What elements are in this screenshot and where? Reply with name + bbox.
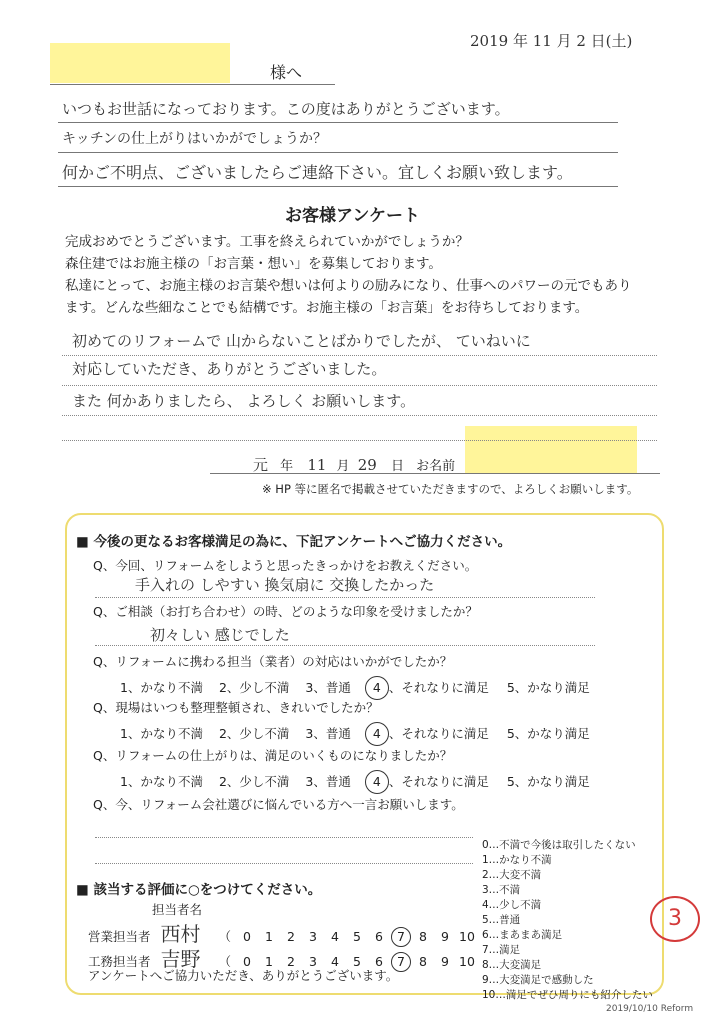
question-3: Q、リフォームに携わる担当（業者）の対応はいかがでしたか？ bbox=[93, 654, 453, 669]
option-4-label: 、それなりに満足 bbox=[388, 774, 489, 789]
score-4[interactable]: 4 bbox=[331, 929, 339, 944]
comment-rule-1 bbox=[62, 355, 657, 356]
comment-line-2: 対応していただき、ありがとうございました。 bbox=[72, 360, 387, 378]
comment-rule-4 bbox=[62, 440, 657, 441]
date-day: 29 bbox=[357, 456, 377, 474]
score-9[interactable]: 9 bbox=[441, 929, 449, 944]
comment-date bbox=[253, 454, 455, 475]
option-4-circle: 4 bbox=[365, 722, 389, 746]
legend-0: 0…不満で今後は取引したくない bbox=[482, 839, 636, 851]
score-0[interactable]: 0 bbox=[243, 954, 251, 969]
score-8[interactable]: 8 bbox=[419, 929, 427, 944]
option-2[interactable]: 2、少し不満 bbox=[218, 774, 290, 789]
sales-paren: （ bbox=[218, 929, 231, 944]
option-5[interactable]: 5、かなり満足 bbox=[506, 680, 590, 695]
option-5[interactable]: 5、かなり満足 bbox=[506, 774, 590, 789]
option-1[interactable]: 1、かなり不満 bbox=[120, 774, 203, 789]
option-3[interactable]: 3、普通 bbox=[305, 726, 351, 741]
legend-2: 2…大変不満 bbox=[482, 869, 542, 881]
score-9[interactable]: 9 bbox=[441, 954, 449, 969]
score-6[interactable]: 6 bbox=[375, 954, 383, 969]
staff-label: 担当者名 bbox=[152, 902, 203, 917]
letter-rule-3 bbox=[58, 186, 618, 187]
letter-date: 2019 年 11 月 2 日(土) bbox=[470, 32, 633, 50]
scale-q4 bbox=[120, 722, 590, 746]
option-4-circle: 4 bbox=[365, 770, 389, 794]
score-10[interactable]: 10 bbox=[459, 954, 475, 969]
date-year-label: 年 bbox=[280, 459, 294, 474]
sales-name: 西村 bbox=[160, 922, 201, 946]
scale-q5 bbox=[120, 770, 590, 794]
score-3[interactable]: 3 bbox=[309, 954, 317, 969]
score-6[interactable]: 6 bbox=[375, 929, 383, 944]
option-1[interactable]: 1、かなり不満 bbox=[120, 680, 203, 695]
legend-7: 7…満足 bbox=[482, 944, 521, 956]
recipient-suffix: 様へ bbox=[270, 63, 303, 82]
legend-1: 1…かなり不満 bbox=[482, 854, 552, 866]
rating-legend bbox=[482, 838, 653, 1003]
option-4[interactable] bbox=[369, 774, 489, 789]
score-10[interactable]: 10 bbox=[459, 929, 475, 944]
score-5[interactable]: 5 bbox=[353, 929, 361, 944]
score-2[interactable]: 2 bbox=[287, 954, 295, 969]
score-3[interactable]: 3 bbox=[309, 929, 317, 944]
intro-line-1: 完成おめでとうございます。工事を終えられていかがでしょうか？ bbox=[65, 234, 469, 250]
letter-line-3: 何かご不明点、ございましたらご連絡下さい。宜しくお願い致します。 bbox=[62, 163, 573, 182]
letter-rule-2 bbox=[58, 152, 618, 153]
letter-rule-1 bbox=[58, 122, 618, 123]
letter-line-1: いつもお世話になっております。この度はありがとうございます。 bbox=[62, 100, 510, 118]
footer-code: 2019/10/10 Reform bbox=[606, 1004, 694, 1014]
sales-label: 営業担当者 bbox=[88, 929, 151, 944]
name-highlight bbox=[465, 426, 637, 474]
thanks-text: アンケートへご協力いただき、ありがとうございます。 bbox=[88, 968, 399, 983]
score-1[interactable]: 1 bbox=[265, 954, 273, 969]
intro-line-3: 私達にとって、お施主様のお言葉や想いは何よりの励みになり、仕事へのパワーの元でもあり bbox=[65, 278, 632, 294]
option-2[interactable]: 2、少し不満 bbox=[218, 726, 290, 741]
intro-line-2: 森住建ではお施主様の「お言葉・想い」を募集しております。 bbox=[65, 256, 442, 272]
question-2: Q、ご相談（お打ち合わせ）の時、どのような印象を受けましたか？ bbox=[93, 604, 478, 619]
rating-stamp-text: 3 bbox=[668, 906, 682, 931]
date-rule bbox=[210, 473, 660, 474]
recipient-highlight bbox=[50, 43, 230, 83]
construction-paren: （ bbox=[218, 954, 231, 969]
legend-5: 5…普通 bbox=[482, 914, 521, 926]
question-4: Q、現場はいつも整理整頓され、きれいでしたか？ bbox=[93, 700, 379, 715]
legend-6: 6…まあまあ満足 bbox=[482, 929, 563, 941]
survey-title: お客様アンケート bbox=[285, 206, 420, 226]
question-6: Q、今、リフォーム会社選びに悩んでいる方へ一言お願いします。 bbox=[93, 797, 464, 812]
date-day-label: 日 bbox=[390, 459, 404, 474]
score-7[interactable]: 7 bbox=[391, 952, 411, 972]
option-5[interactable]: 5、かなり満足 bbox=[506, 726, 590, 741]
score-7[interactable]: 7 bbox=[391, 927, 411, 947]
legend-4: 4…少し不満 bbox=[482, 899, 542, 911]
option-4[interactable] bbox=[369, 726, 489, 741]
recipient-line bbox=[50, 84, 335, 85]
rating-heading: ■ 該当する評価に○をつけてください。 bbox=[76, 882, 322, 898]
rating-stamp bbox=[650, 896, 700, 942]
q6-rule-2 bbox=[95, 863, 473, 864]
option-4[interactable] bbox=[369, 680, 489, 695]
intro-line-4: ます。どんな些細なことでも結構です。お施主様の「お言葉」をお待ちしております。 bbox=[65, 300, 589, 316]
score-1[interactable]: 1 bbox=[265, 929, 273, 944]
scale-q3 bbox=[120, 676, 590, 700]
legend-3: 3…不満 bbox=[482, 884, 521, 896]
score-5[interactable]: 5 bbox=[353, 954, 361, 969]
option-2[interactable]: 2、少し不満 bbox=[218, 680, 290, 695]
date-month: 11 bbox=[307, 456, 327, 474]
date-month-label: 月 bbox=[336, 459, 350, 474]
option-4-label: 、それなりに満足 bbox=[388, 726, 489, 741]
score-2[interactable]: 2 bbox=[287, 929, 295, 944]
option-4-circle: 4 bbox=[365, 676, 389, 700]
legend-9: 9…大変満足で感動した bbox=[482, 974, 594, 986]
question-5: Q、リフォームの仕上がりは、満足のいくものになりましたか？ bbox=[93, 748, 453, 763]
option-1[interactable]: 1、かなり不満 bbox=[120, 726, 203, 741]
comment-line-1: 初めてのリフォームで 山からないことばかりでしたが、 ていねいに bbox=[72, 332, 531, 350]
answer-2: 初々しい 感じでした bbox=[150, 626, 290, 644]
questionnaire-heading: ■ 今後の更なるお客様満足の為に、下記アンケートへご協力ください。 bbox=[76, 534, 512, 550]
answer-1-rule bbox=[95, 597, 595, 598]
q6-rule-1 bbox=[95, 837, 473, 838]
date-era: 元 bbox=[253, 456, 269, 474]
legend-8: 8…大変満足 bbox=[482, 959, 542, 971]
answer-1: 手入れの しやすい 換気扇に 交換したかった bbox=[135, 576, 435, 594]
name-label: お名前 bbox=[416, 459, 456, 474]
construction-label: 工務担当者 bbox=[88, 954, 151, 969]
question-1: Q、今回、リフォームをしようと思ったきっかけをお教えください。 bbox=[93, 558, 478, 573]
construction-name: 吉野 bbox=[160, 947, 201, 971]
score-0[interactable]: 0 bbox=[243, 929, 251, 944]
sales-score-row bbox=[235, 929, 477, 944]
anonymous-note: ※ HP 等に匿名で掲載させていただきますので、よろしくお願いします。 bbox=[262, 482, 639, 496]
comment-line-3: また 何かありましたら、 よろしく お願いします。 bbox=[72, 392, 416, 410]
legend-10: 10…満足でぜひ周りにも紹介したい bbox=[482, 989, 653, 1001]
survey-intro bbox=[65, 231, 631, 319]
option-3[interactable]: 3、普通 bbox=[305, 680, 351, 695]
letter-line-2: キッチンの仕上がりはいかがでしょうか？ bbox=[62, 131, 328, 147]
comment-rule-3 bbox=[62, 415, 657, 416]
option-4-label: 、それなりに満足 bbox=[388, 680, 489, 695]
answer-2-rule bbox=[95, 645, 595, 646]
comment-rule-2 bbox=[62, 385, 657, 386]
option-3[interactable]: 3、普通 bbox=[305, 774, 351, 789]
score-8[interactable]: 8 bbox=[419, 954, 427, 969]
score-4[interactable]: 4 bbox=[331, 954, 339, 969]
